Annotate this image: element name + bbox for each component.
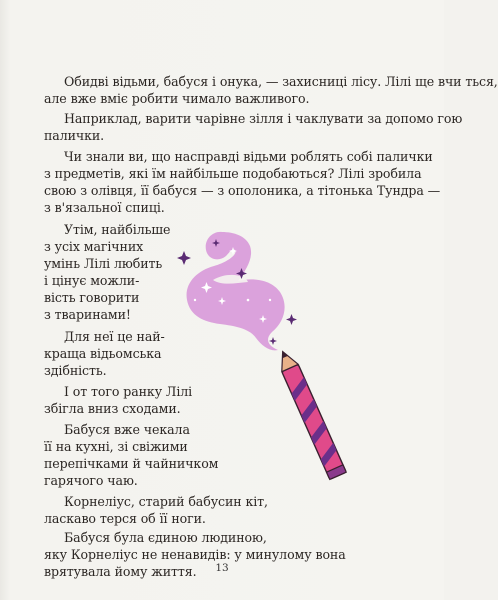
text-line: з в'язальної спиці. [44,200,165,215]
text-line: Бабуся вже чекала [64,422,190,437]
text-line: її на кухні, зі свіжими [44,439,188,454]
text-line: з предметів, які їм найбільше подобаються? Лілі зробила [44,166,422,181]
pencil-icon [274,348,346,480]
text-line: Для неї це най- [64,329,165,344]
text-line: вість говорити [44,290,140,305]
magic-smoke [187,232,285,350]
page-number: 13 [215,562,229,574]
text-line: умінь Лілі любить [44,256,163,271]
text-line: яку Корнеліус не ненавидів: у минулому вона [44,547,346,562]
text-line: краща відьомська [44,346,162,361]
text-line: але вже вміє робити чимало важливого. [44,91,310,106]
text-line: Утім, найбільше [64,222,171,237]
text-line: Чи знали ви, що насправді відьми роблять собі палички [64,149,433,164]
text-line: свою з олівця, її бабуся — з ополоника, а тітонька Тундра — [44,183,441,198]
text-line: перепічками й чайничком [44,456,219,471]
text-line: Корнеліус, старий бабусин кіт, [64,494,268,509]
magic-pencil-wand-illustration [160,225,320,495]
text-line: здібність. [44,363,107,378]
text-line: і цінує можли- [44,273,140,288]
text-line: палички. [44,128,105,143]
text-line: гарячого чаю. [44,473,138,488]
text-line: з тваринами! [44,307,131,322]
text-line: з усіх магічних [44,239,144,254]
text-line: Наприклад, варити чарівне зілля і чаклувати за допомо гою [64,111,463,126]
text-line: Бабуся була єдиною людиною, [64,530,267,545]
text-line: ласкаво терся об її ноги. [44,511,206,526]
text-line: врятувала йому життя. [44,564,197,579]
text-line: збігла вниз сходами. [44,401,181,416]
text-line: І от того ранку Лілі [64,384,193,399]
text-line: Обидві відьми, бабуся і онука, — захисниці лісу. Лілі ще вчи ться, [64,74,498,89]
